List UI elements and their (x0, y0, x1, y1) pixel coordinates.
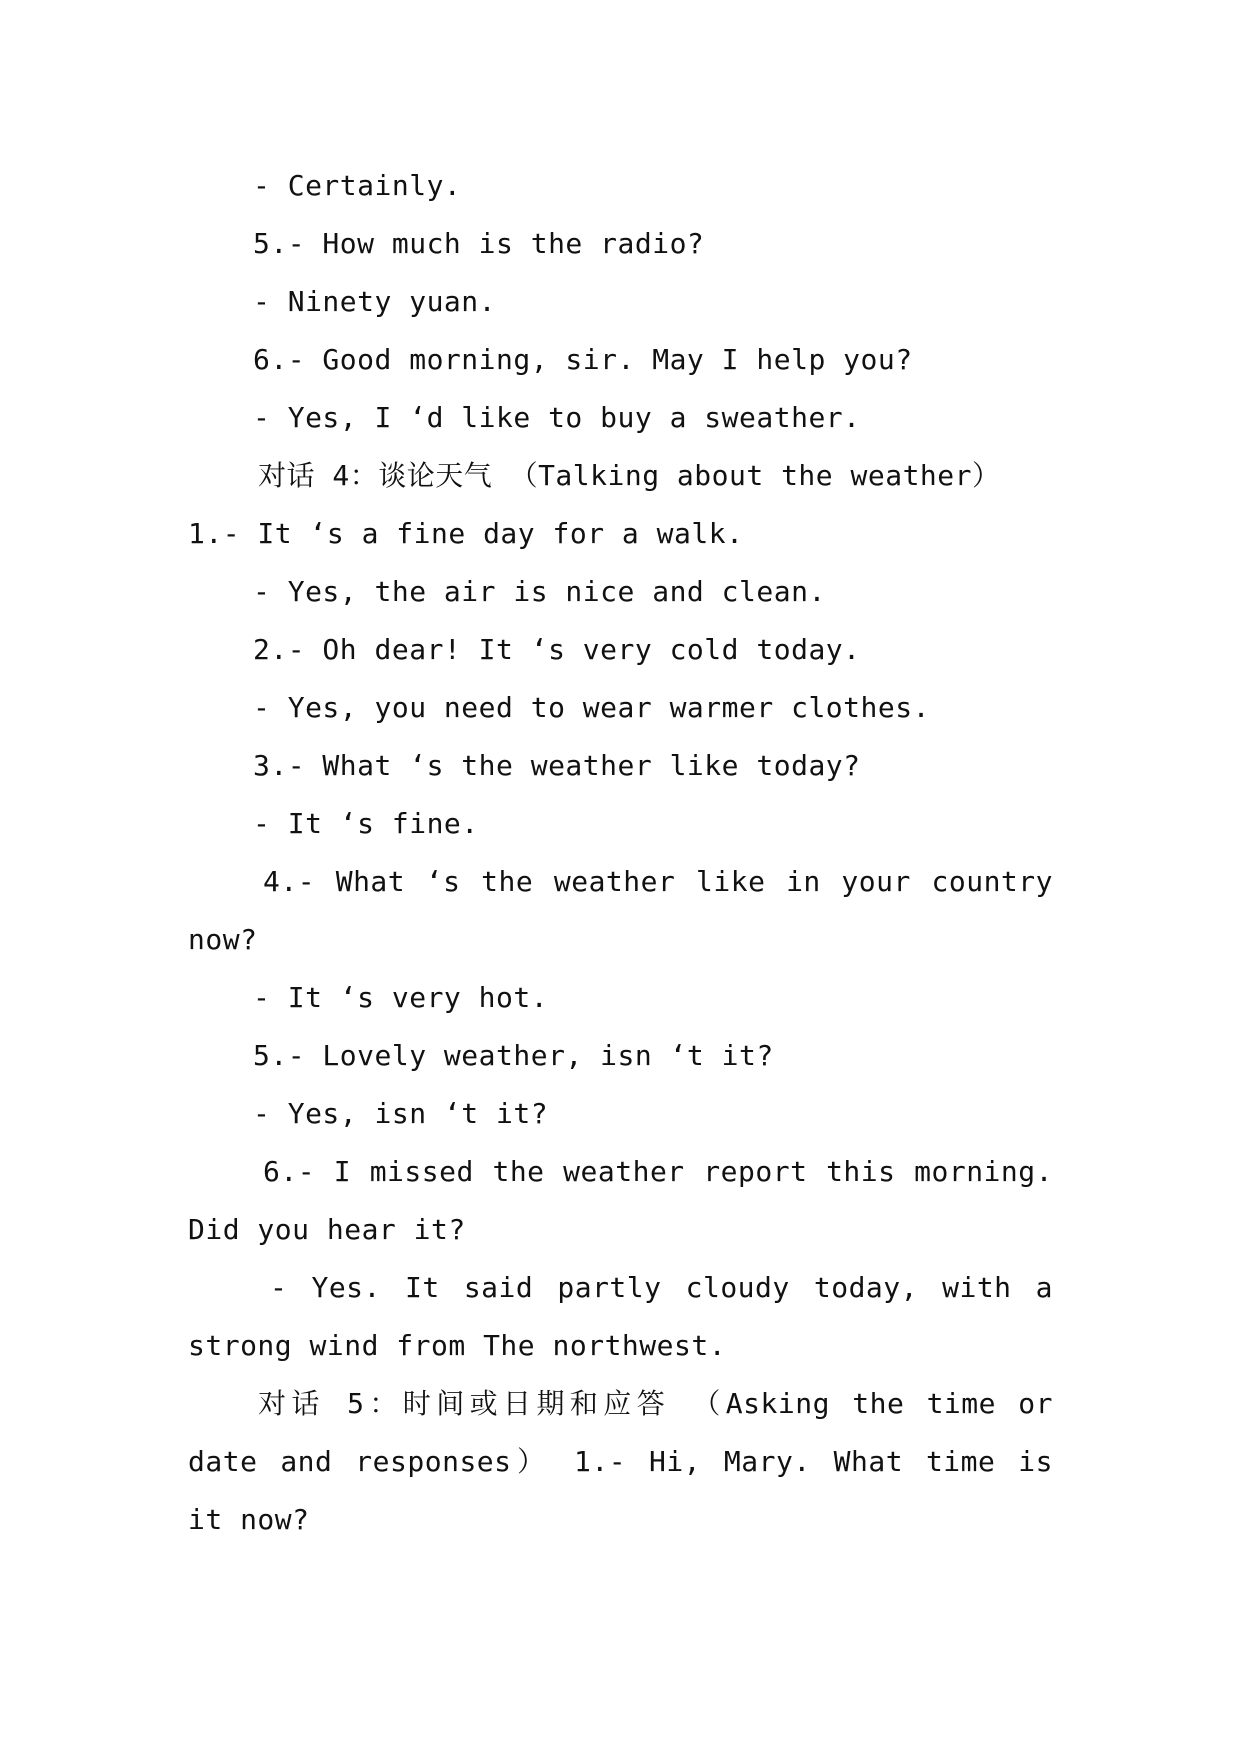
dialogue-line: - Yes, you need to wear warmer clothes. (253, 691, 930, 724)
dialogue-line: Did you hear it? (188, 1213, 466, 1246)
dialogue-line: - Yes, the air is nice and clean. (253, 575, 826, 608)
dialogue-line: 3.- What ‘s the weather like today? (253, 749, 861, 782)
dialogue-line: - Yes. It said partly cloudy today, with a (270, 1271, 1053, 1304)
dialogue-line: 2.- Oh dear! It ‘s very cold today. (253, 633, 861, 666)
dialogue-line: 5.- How much is the radio? (253, 227, 705, 260)
dialogue-line: - Ninety yuan. (253, 285, 497, 318)
dialogue-line: now? (188, 923, 258, 956)
dialogue-line: - It ‘s very hot. (253, 981, 549, 1014)
dialogue-line: 6.- I missed the weather report this morning. (263, 1155, 1053, 1188)
dialogue-line: 5.- Lovely weather, isn ‘t it? (253, 1039, 774, 1072)
dialogue-line: date and responses） 1.- Hi, Mary. What time is (188, 1445, 1053, 1478)
dialogue-line: strong wind from The northwest. (188, 1329, 727, 1362)
dialogue-line: 4.- What ‘s the weather like in your country (263, 865, 1053, 898)
dialogue-line: - Certainly. (253, 169, 462, 202)
dialogue-line: it now? (188, 1503, 310, 1536)
dialogue-line: 6.- Good morning, sir. May I help you? (253, 343, 913, 376)
section-heading: 对话 4：谈论天气 （Talking about the weather） (258, 459, 1001, 492)
dialogue-line: 1.- It ‘s a fine day for a walk. (188, 517, 744, 550)
section-heading: 对话 5：时间或日期和应答 （Asking the time or (258, 1387, 1053, 1420)
dialogue-line: - Yes, I ‘d like to buy a sweather. (253, 401, 861, 434)
dialogue-line: - It ‘s fine. (253, 807, 479, 840)
dialogue-line: - Yes, isn ‘t it? (253, 1097, 549, 1130)
